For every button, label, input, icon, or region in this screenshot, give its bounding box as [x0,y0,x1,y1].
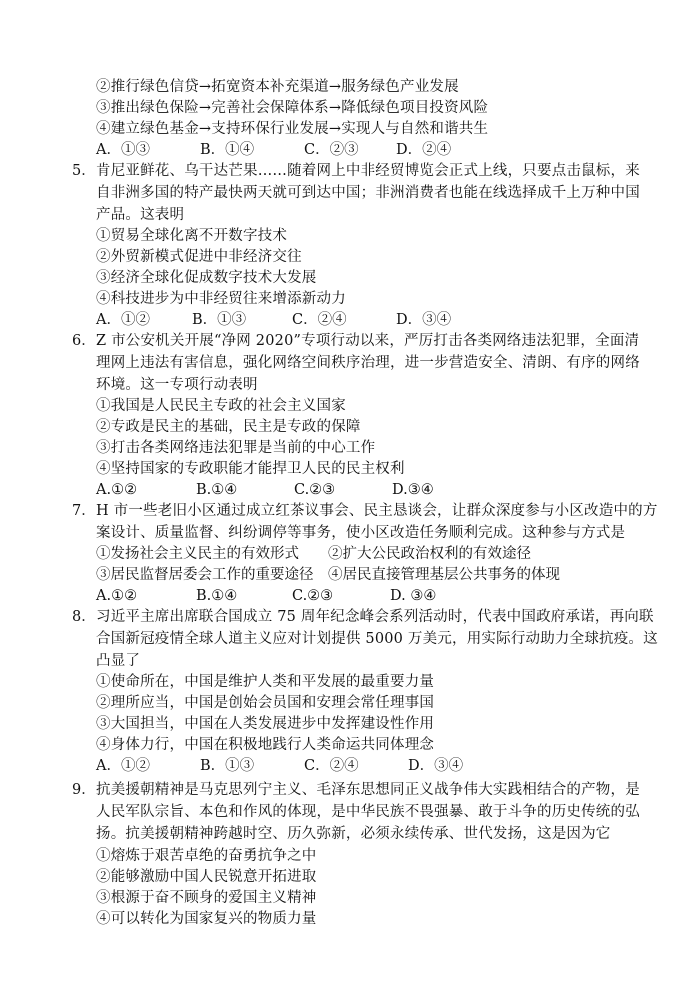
q7-item: ④居民直接管理基层公共事务的体现 [328,567,560,583]
q4-item-3: ③推出绿色保险→完善社会保障体系→降低绿色项目投资风险 [96,100,489,116]
q7-item: ③居民监督居委会工作的重要途径 [96,567,314,583]
q8-number: 8． [72,609,96,625]
q7-stem-line: H 市一些老旧小区通过成立红茶议事会、民主恳谈会，让群众深度参与小区改造中的方 [96,503,658,519]
q6-stem-line: Z 市公安机关开展“净网 2020”专项行动以来，严厉打击各类网络违法犯罪，全面清 [96,333,640,349]
q8-item: ③大国担当，中国在人类发展进步中发挥建设性作用 [96,716,435,732]
q4-option-d: D．②④ [396,142,452,158]
q7-item: ①发扬社会主义民主的有效形式 [96,546,299,562]
q8-option-a: A．①② [96,758,150,774]
q5-option-b: B．①③ [192,312,247,328]
q8-option-c: C．②④ [304,758,359,774]
q4-option-b: B．①④ [200,142,255,158]
q4-item-4: ④建立绿色基金→支持环保行业发展→实现人与自然和谐共生 [96,121,489,137]
q9-stem-line: 人民军队宗旨、本色和作风的体现，是中华民族不畏强暴、敢于斗争的历史传统的弘 [96,804,640,820]
q5-option-c: C．②④ [292,312,347,328]
q5-item: ②外贸新模式促进中非经济交往 [96,249,302,265]
q7-option-d: D. ③④ [390,588,437,604]
q6-option-b: B.①④ [196,482,238,498]
q5-item: ④科技进步为中非经贸往来增添新动力 [96,291,346,307]
q8-stem-line: 习近平主席出席联合国成立 75 周年纪念峰会系列活动时，代表中国政府承诺，再向联 [96,609,654,625]
q6-item: ④坚持国家的专政职能才能捍卫人民的民主权利 [96,461,405,477]
q6-item: ①我国是人民民主专政的社会主义国家 [96,398,346,414]
q6-stem-line: 环境。这一专项行动表明 [96,377,258,393]
q5-stem-line: 自非洲多国的特产最快两天就可到达中国；非洲消费者也能在线选择成千上万种中国 [96,185,640,201]
q7-option-b: B.①④ [196,588,238,604]
q9-item: ③根源于奋不顾身的爱国主义精神 [96,890,317,906]
q6-item: ②专政是民主的基础，民主是专政的保障 [96,419,361,435]
q4-item-2: ②推行绿色信贷→拓宽资本补充渠道→服务绿色产业发展 [96,79,459,95]
q8-option-d: D．③④ [408,758,464,774]
q8-stem-line: 凸显了 [96,653,141,669]
q6-option-a: A.①② [96,482,138,498]
q8-item: ④身体力行，中国在积极地践行人类命运共同体理念 [96,737,435,753]
q4-option-c: C．②③ [304,142,359,158]
q6-item: ③打击各类网络违法犯罪是当前的中心工作 [96,440,376,456]
q9-item: ②能够激励中国人民锐意开拓进取 [96,869,317,885]
q9-item: ④可以转化为国家复兴的物质力量 [96,911,317,927]
q6-stem-line: 理网上违法有害信息，强化网络空间秩序治理，进一步营造安全、清朗、有序的网络 [96,355,640,371]
q5-number: 5． [72,163,96,179]
q9-stem-line: 抗美援朝精神是马克思列宁主义、毛泽东思想同正义战争伟大实践相结合的产物，是 [96,782,640,798]
q9-stem-line: 扬。抗美援朝精神跨越时空、历久弥新，必须永续传承、世代发扬，这是因为它 [96,826,611,842]
q5-stem-line: 产品。这表明 [96,207,185,223]
q5-option-a: A．①② [96,312,150,328]
q4-option-a: A．①③ [96,142,150,158]
q5-stem-line: 肯尼亚鲜花、乌干达芒果……随着网上中非经贸博览会正式上线，只要点击鼠标，来 [96,163,640,179]
q7-option-c: C.②③ [292,588,334,604]
q7-option-a: A.①② [96,588,138,604]
q8-item: ②理所应当，中国是创始会员国和安理会常任理事国 [96,695,435,711]
q6-option-c: C.②③ [294,482,336,498]
q7-number: 7． [72,503,96,519]
q9-number: 9． [72,782,96,798]
q8-stem-line: 合国新冠疫情全球人道主义应对计划提供 5000 万美元，用实际行动助力全球抗疫。这 [96,631,658,647]
q5-item: ①贸易全球化离不开数字技术 [96,228,288,244]
q5-item: ③经济全球化促成数字技术大发展 [96,270,317,286]
q8-item: ①使命所在，中国是维护人类和平发展的最重要力量 [96,674,435,690]
q6-number: 6． [72,333,96,349]
q5-option-d: D．③④ [396,312,452,328]
q7-item: ②扩大公民政治权利的有效途径 [328,546,531,562]
q6-option-d: D.③④ [392,482,434,498]
q7-stem-line: 案设计、质量监督、纠纷调停等事务，使小区改造任务顺利完成。这种参与方式是 [96,525,626,541]
q9-item: ①熔炼于艰苦卓绝的奋勇抗争之中 [96,848,317,864]
q8-option-b: B．①③ [200,758,255,774]
